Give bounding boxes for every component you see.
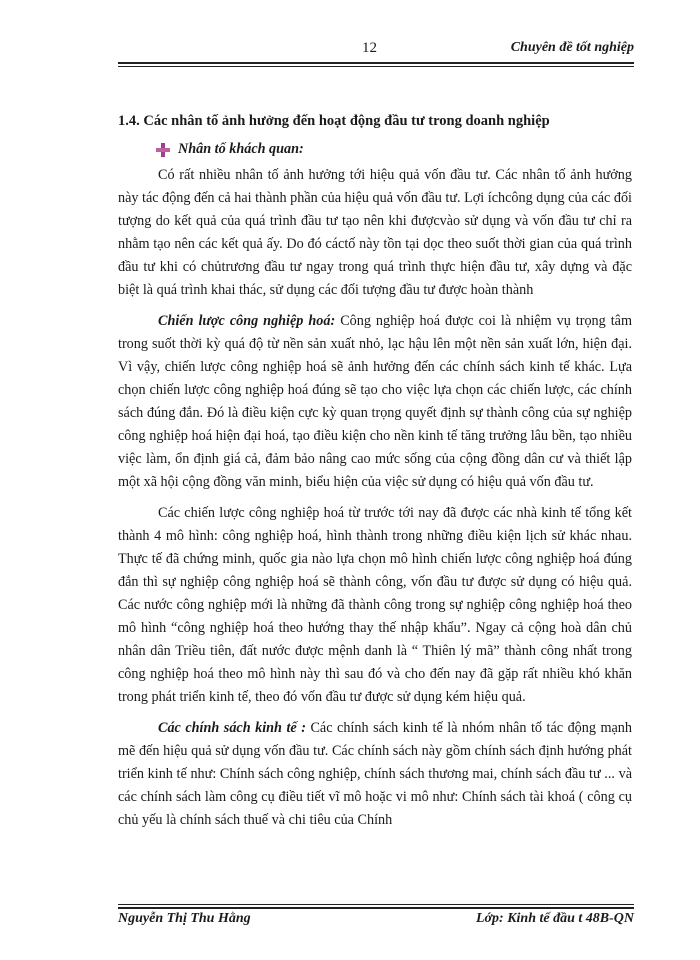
paragraph-2	[118, 310, 632, 494]
footer-author: Nguyễn Thị Thu Hằng	[118, 911, 251, 926]
header-divider-thin	[118, 66, 634, 67]
bullet-cross-icon	[156, 143, 170, 157]
page-number: 12	[362, 40, 377, 56]
page-body	[118, 110, 632, 840]
footer-divider	[118, 907, 634, 909]
paragraph-2-text: Công nghiệp hoá được coi là nhiệm vụ trọng tâm trong suốt thời kỳ quá độ từ nền sản xuất nhỏ, lạc hậu lên một nền sản xuất lớn, hiện đại. Vì vậy, chiến lược công nghiệp hoá sẽ ảnh hưởng đến các chính sách kinh tế khác. Lựa chọn chiến lược công nghiệp hoá đúng sẽ tạo cho việc lựa chọn các chiến lược, các chính sách đúng đắn. Đó là điều kiện cực kỳ quan trọng quyết định sự thành công của sự nghiệp công nghiệp hoá hiện đại hoá, tạo điều kiện cho nền kinh tế tăng trưởng lâu bền, tạo nhiều việc làm, ổn định giá cả, đảm bảo nâng cao mức sống của cộng đồng dân cư và thiết lập một xã hội cộng đồng văn minh, biểu hiện của việc sử dụng có hiệu quả vốn đầu tư.	[118, 313, 632, 490]
footer-class: Lớp: Kinh tế đầu t 48B-QN	[475, 911, 634, 926]
paragraph-4-text: Các chính sách kinh tế là nhóm nhân tố tác động mạnh mẽ đến hiệu quả sử dụng vốn đầu tư. Các chính sách này gồm chính sách định hướng phát triển kinh tế như: Chính sách công nghiệp, chính sách thương mai, chính sách đầu tư ... và các chính sách làm công cụ điều tiết vĩ mô hoặc vi mô như: Chính sách tài khoá ( công cụ chủ yếu là chính sách thuế và chi tiêu của Chính	[118, 720, 632, 828]
paragraph-2-lead: Chiến lược công nghiệp hoá:	[158, 313, 336, 329]
footer-divider-thin	[118, 904, 634, 905]
section-heading: 1.4. Các nhân tố ảnh hưởng đến hoạt động đầu tư trong doanh nghiệp	[118, 113, 550, 129]
paragraph-4-lead: Các chính sách kinh tế :	[158, 720, 306, 736]
paragraph-4	[118, 717, 632, 832]
header-divider	[118, 62, 634, 64]
subheading	[156, 138, 632, 161]
paragraph-3: Các chiến lược công nghiệp hoá từ trước tới nay đã được các nhà kinh tế tổng kết thành 4 mô hình: công nghiệp hoá, hình thành trong những điều kiện lịch sử khác nhau. Thực tế đã chứng minh, quốc gia nào lựa chọn mô hình chiến lược công nghiệp hoá đúng đắn thì sự nghiệp công nghiệp hoá sẽ thành công, vốn đầu tư được sử dụng có hiệu quả. Các nước công nghiệp mới là những đã thành công trong sự nghiệp công nghiệp hoá theo mô hình “công nghiệp hoá theo hướng thay thế nhập khẩu”. Ngay cả cộng hoà dân chủ nhân dân Triều tiên, đất nước được mệnh danh là “ Thiên lý mã” thành công nhất trong công nghiệp hoá theo mô hình này thì sau đó và cho đến nay đã gặp rất nhiều khó khăn trong phát triển kinh tế, theo đó vốn đầu tư được sử dụng kém hiệu quả.	[118, 505, 632, 705]
subheading-text: Nhân tố khách quan:	[178, 141, 304, 157]
paragraph-1: Có rất nhiều nhân tố ảnh hưởng tới hiệu quả vốn đầu tư. Các nhân tố ảnh hưởng này tác động đến cả hai thành phần của hiệu quả vốn đầu tư. Lợi íchcông dụng của các đối tượng do kết quả của quá trình đầu tư tạo nên khi đượcvào sử dụng và vốn đầu tư chỉ ra nhằm tạo nên các kết quả ấy. Do đó cáctố này tồn tại dọc theo suốt thời gian của quá trình đầu tư khi có chủtrương đầu tư ngay trong quá trình thực hiện đầu tư, xây dựng và đặc biệt là quá trình khai thác, sử dụng các đối tượng đầu tư được hoàn thành	[118, 167, 632, 298]
document-title: Chuyên đề tốt nghiệp	[510, 40, 634, 55]
